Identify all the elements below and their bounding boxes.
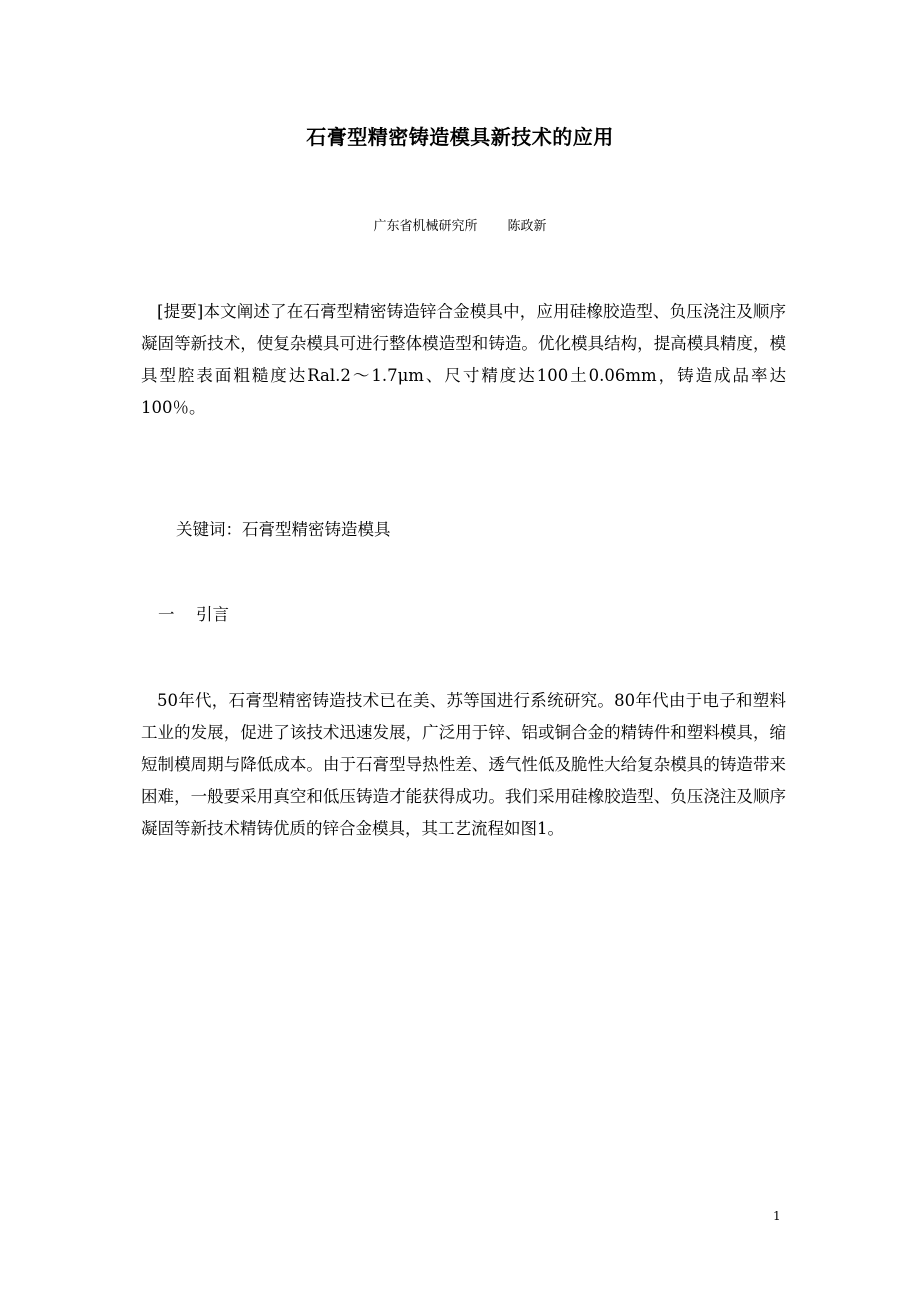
section-title: 引言 <box>196 605 229 624</box>
intro-text: 50年代，石膏型精密铸造技术已在美、苏等国进行系统研究。80年代由于电子和塑料工业的发展，促进了该技术迅速发展，广泛用于锌、铝或铜合金的精铸件和塑料模具，缩短制模周期与降低成本。由于石膏型导热性差、透气性低及脆性大给复杂模具的铸造带来困难，一般要采用真空和低压铸造才能获得成功。我们采用硅橡胶造型、负压浇注及顺序凝固等新技术精铸优质的锌合金模具，其工艺流程如图1。 <box>141 691 786 838</box>
intro-paragraph <box>141 685 786 845</box>
keywords-line: 关键词：石膏型精密铸造模具 <box>176 520 391 539</box>
section-number: 一 <box>158 605 175 624</box>
page-number: 1 <box>773 1209 781 1223</box>
author-affiliation: 广东省机械研究所 <box>373 219 478 234</box>
document-title: 石膏型精密铸造模具新技术的应用 <box>306 125 614 149</box>
author-line <box>0 215 920 234</box>
abstract-text: [提要]本文阐述了在石膏型精密铸造锌合金模具中，应用硅橡胶造型、负压浇注及顺序凝固等新技术，使复杂模具可进行整体模造型和铸造。优化模具结构，提高模具精度，模具型腔表面粗糙度达Ral.2～1.7μm、尺寸精度达100土0.06mm，铸造成品率达100％。 <box>141 302 786 417</box>
abstract-paragraph <box>141 296 786 424</box>
section-heading <box>158 599 229 631</box>
author-name: 陈政新 <box>507 219 547 234</box>
